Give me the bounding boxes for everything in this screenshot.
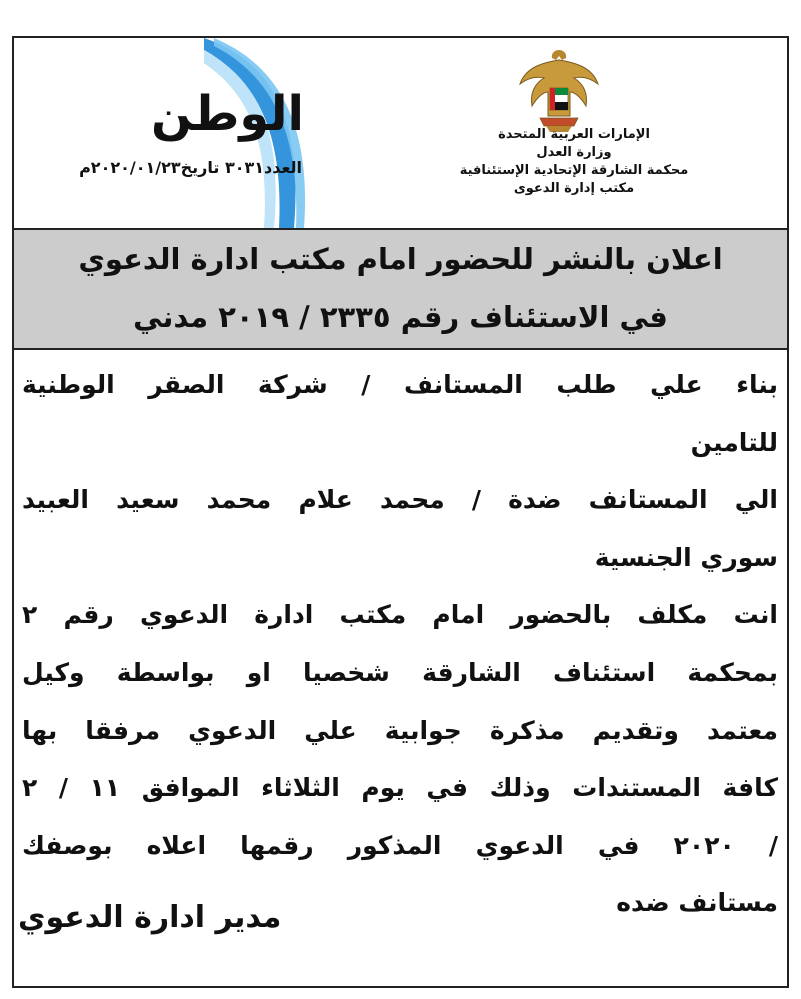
- signature-text: مدير ادارة الدعوي: [18, 900, 282, 935]
- announcement-headline: [14, 228, 787, 350]
- signature-title: [18, 900, 358, 935]
- announcement-body: [22, 356, 778, 932]
- authority-line-court: محكمة الشارقة الإتحادية الإستئنافية: [459, 163, 689, 178]
- headline-line-1: اعلان بالنشر للحضور امام مكتب ادارة الدعوي: [78, 242, 723, 276]
- body-line: كافة المستندات وذلك في يوم الثلاثاء الموافق ١١ / ٢: [22, 773, 778, 803]
- body-line: الي المستانف ضدة / محمد علام محمد سعيد العبيد: [22, 485, 778, 515]
- masthead: [14, 38, 787, 228]
- body-line: بمحكمة استئناف الشارقة شخصيا او بواسطة وكيل: [22, 657, 778, 687]
- body-line: معتمد وتقديم مذكرة جوابية علي الدعوي مرفقا بها: [22, 715, 778, 745]
- body-line: انت مكلف بالحضور امام مكتب ادارة الدعوي رقم ٢: [22, 600, 778, 630]
- authority-block: [424, 126, 724, 198]
- headline-line-2: في الاستئناف رقم ٢٣٣٥ / ٢٠١٩ مدني: [133, 300, 668, 334]
- issue-date-line: العدد٣٠٣١ تاريخ٢٠٢٠/٠١/٢٣م: [79, 158, 302, 177]
- body-line: بناء علي طلب المستانف / شركة الصقر الوطنية: [22, 370, 778, 399]
- body-line: للتامين: [690, 427, 778, 457]
- body-line: مستانف ضده: [616, 888, 778, 918]
- authority-line-office: مكتب إدارة الدعوى: [513, 181, 635, 196]
- authority-line-ministry: وزارة العدل: [536, 145, 612, 160]
- body-line: / ٢٠٢٠ في الدعوي المذكور رقمها اعلاه بوصفك: [22, 830, 778, 860]
- authority-line-country: الإمارات العربية المتحدة: [498, 127, 650, 142]
- uae-eagle-emblem-icon: [516, 44, 602, 134]
- body-line: سوري الجنسية: [594, 542, 778, 572]
- newspaper-name: الوطن: [151, 86, 304, 142]
